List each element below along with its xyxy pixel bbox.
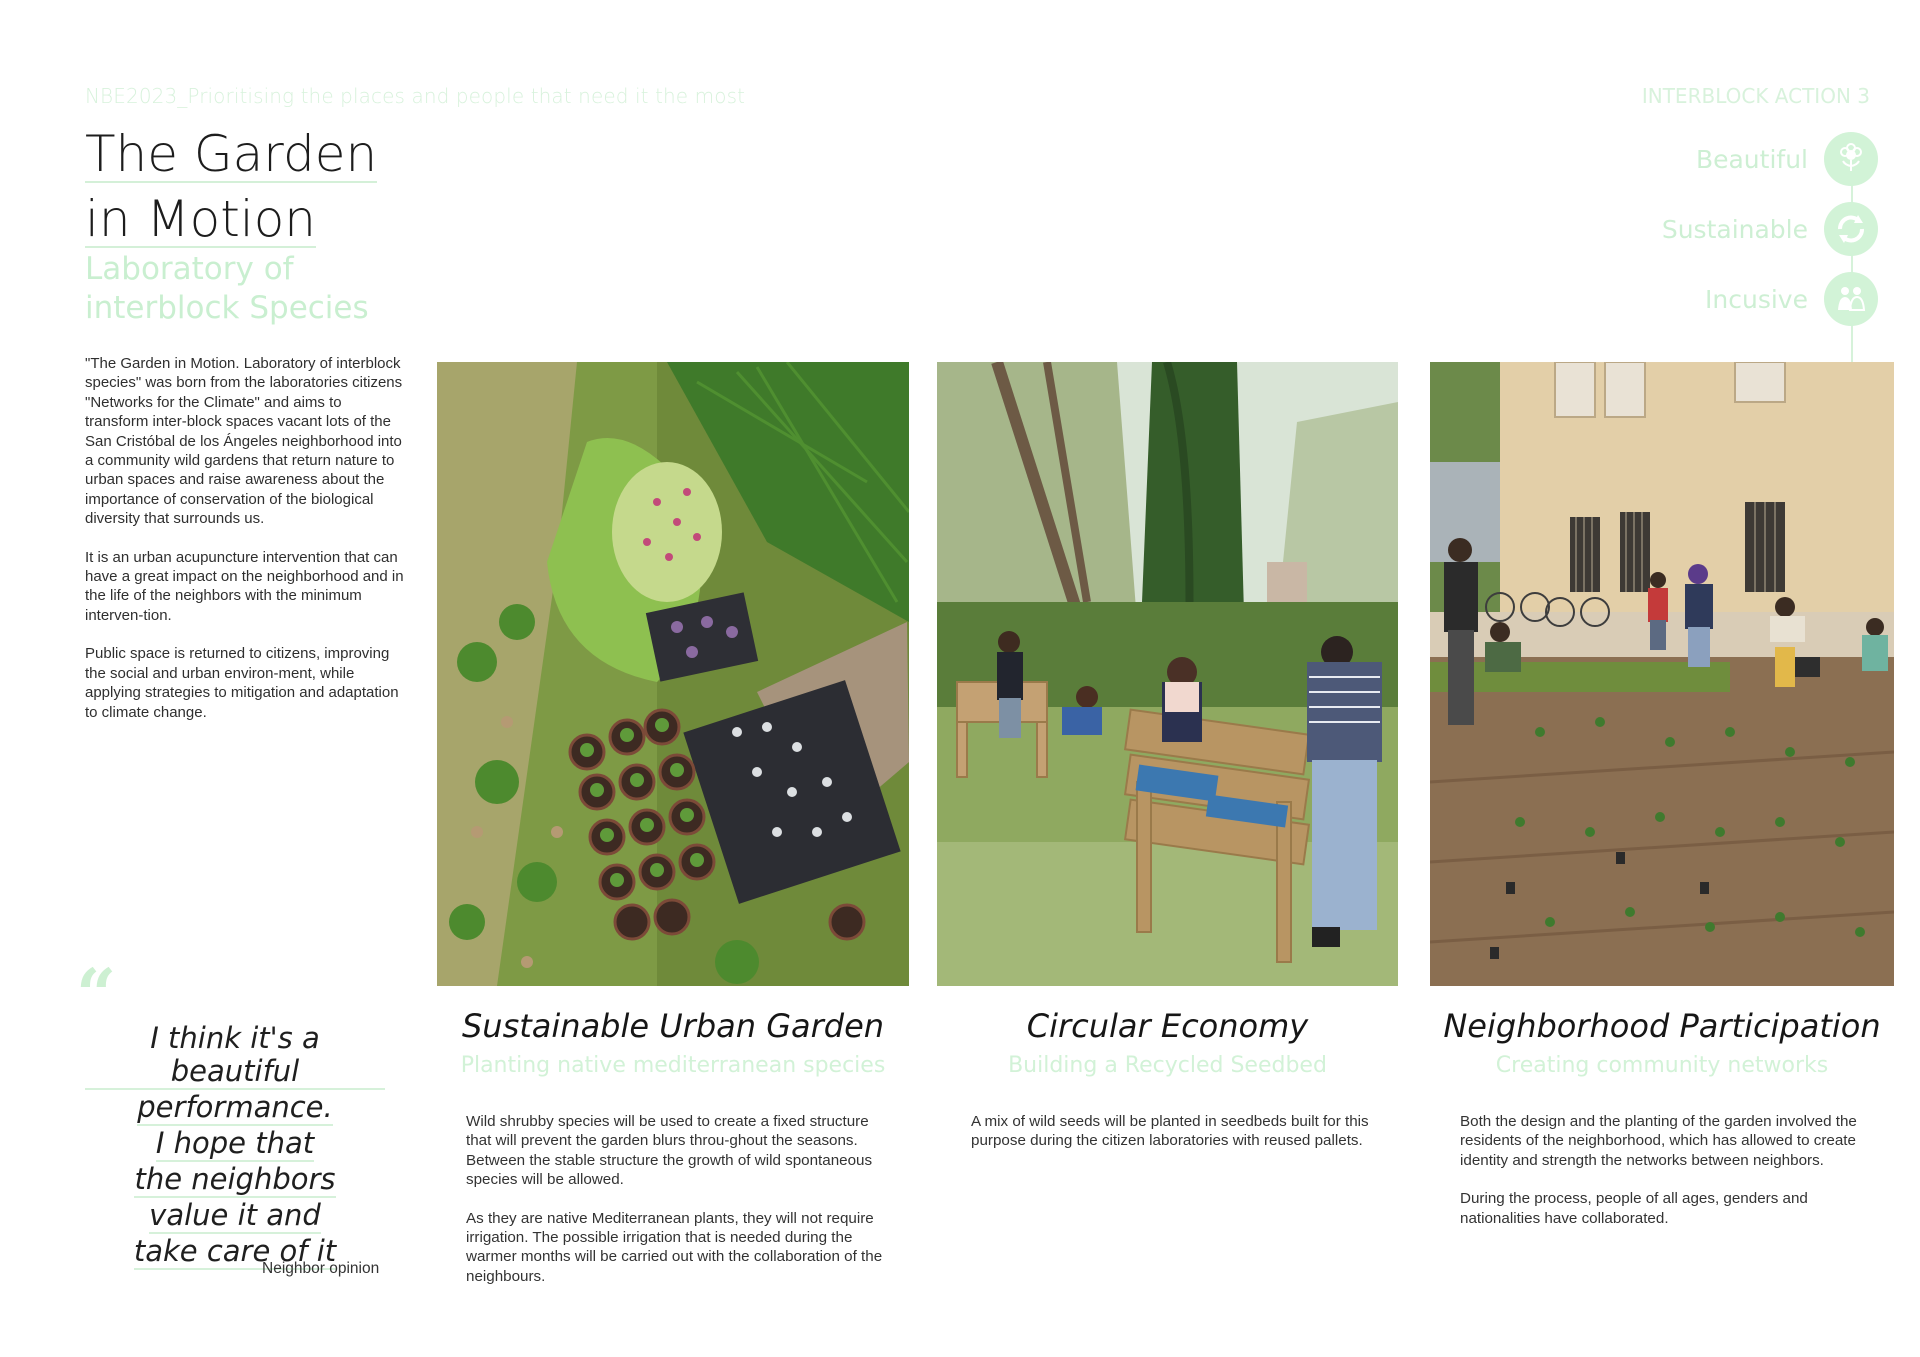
quote-line: performance. bbox=[137, 1090, 333, 1124]
column-body bbox=[1460, 1112, 1880, 1247]
column-paragraph: Wild shrubby species will be used to create a fixed structure that will prevent the garden blurs throu-ghout the seasons. Between the stable structure the growth of wild spontaneous species will be allowed. bbox=[466, 1113, 873, 1189]
value-inclusive bbox=[1618, 264, 1878, 334]
flower-icon bbox=[1824, 132, 1878, 186]
column-title: Circular Economy bbox=[1026, 1007, 1309, 1045]
action-header: INTERBLOCK ACTION 3 bbox=[1641, 84, 1870, 108]
column-subtitle: Building a Recycled Seedbed bbox=[1008, 1053, 1327, 1078]
intro-text bbox=[85, 354, 405, 741]
page-subtitle bbox=[85, 250, 369, 328]
intro-paragraph: "The Garden in Motion. Laboratory of interblock species" was born from the laboratories citizens "Networks for the Climate" and aims to transform inter-block spaces vacant lots of the San Cristóbal de los Ángeles neighborhood into a community wild gardens that return nature to urban spaces and raise awareness about the importance of conservation of the biological diversity that surrounds us. bbox=[85, 355, 403, 528]
column-subtitle: Creating community networks bbox=[1495, 1053, 1829, 1078]
quote-author: Neighbor opinion bbox=[262, 1260, 380, 1277]
neighbor-quote bbox=[85, 1022, 385, 1270]
people-icon bbox=[1824, 272, 1878, 326]
value-label: Beautiful bbox=[1695, 144, 1808, 174]
value-label: Sustainable bbox=[1661, 214, 1808, 244]
neighborhood-planting-photo bbox=[1430, 362, 1894, 986]
subtitle-line-1: Laboratory of bbox=[85, 251, 294, 287]
column-paragraph: As they are native Mediterranean plants, they will not require irrigation. The possible irrigation that is needed during the warmer months will be carried out with the collaboration of the neighbours. bbox=[466, 1209, 883, 1285]
column-title: Neighborhood Participation bbox=[1443, 1007, 1881, 1045]
column-paragraph: During the process, people of all ages, genders and nationalities have collaborated. bbox=[1460, 1190, 1808, 1227]
recycle-icon bbox=[1824, 202, 1878, 256]
page-title bbox=[85, 124, 377, 249]
title-line-1: The Garden bbox=[85, 125, 378, 183]
subtitle-line-2: interblock Species bbox=[85, 290, 369, 326]
project-header: NBE2023_Prioritising the places and people that need it the most bbox=[85, 84, 746, 108]
column-body bbox=[971, 1112, 1371, 1170]
column-paragraph: Both the design and the planting of the garden involved the residents of the neighborhood, which has allowed to create identity and strength the networks between neighbors. bbox=[1460, 1113, 1857, 1169]
quote-line: take care of it bbox=[133, 1234, 337, 1268]
quote-mark-icon: “ bbox=[76, 953, 117, 1036]
intro-paragraph: Public space is returned to citizens, improving the social and urban environ-ment, while applying strategies to mitigation and adaptation to climate change. bbox=[85, 645, 399, 721]
quote-line: I think it's a beautiful bbox=[85, 1022, 385, 1090]
seedbed-construction-photo bbox=[937, 362, 1398, 986]
column-title: Sustainable Urban Garden bbox=[461, 1007, 885, 1045]
value-label: Incusive bbox=[1705, 284, 1808, 314]
quote-line: I hope that bbox=[155, 1126, 315, 1160]
intro-paragraph: It is an urban acupuncture intervention that can have a great impact on the neighborhood and in the life of the neighbors with the minimum interven-tion. bbox=[85, 548, 404, 624]
quote-line: the neighbors bbox=[134, 1162, 336, 1196]
value-sustainable bbox=[1618, 194, 1878, 264]
column-paragraph: A mix of wild seeds will be planted in seedbeds built for this purpose during the citizen laboratories with reused pallets. bbox=[971, 1113, 1369, 1150]
column-body bbox=[466, 1112, 886, 1305]
quote-line: value it and bbox=[149, 1198, 321, 1232]
value-beautiful bbox=[1618, 124, 1878, 194]
column-subtitle: Planting native mediterranean species bbox=[460, 1053, 886, 1078]
title-line-2: in Motion bbox=[85, 190, 316, 248]
values-list bbox=[1618, 124, 1878, 334]
garden-photo bbox=[437, 362, 909, 986]
